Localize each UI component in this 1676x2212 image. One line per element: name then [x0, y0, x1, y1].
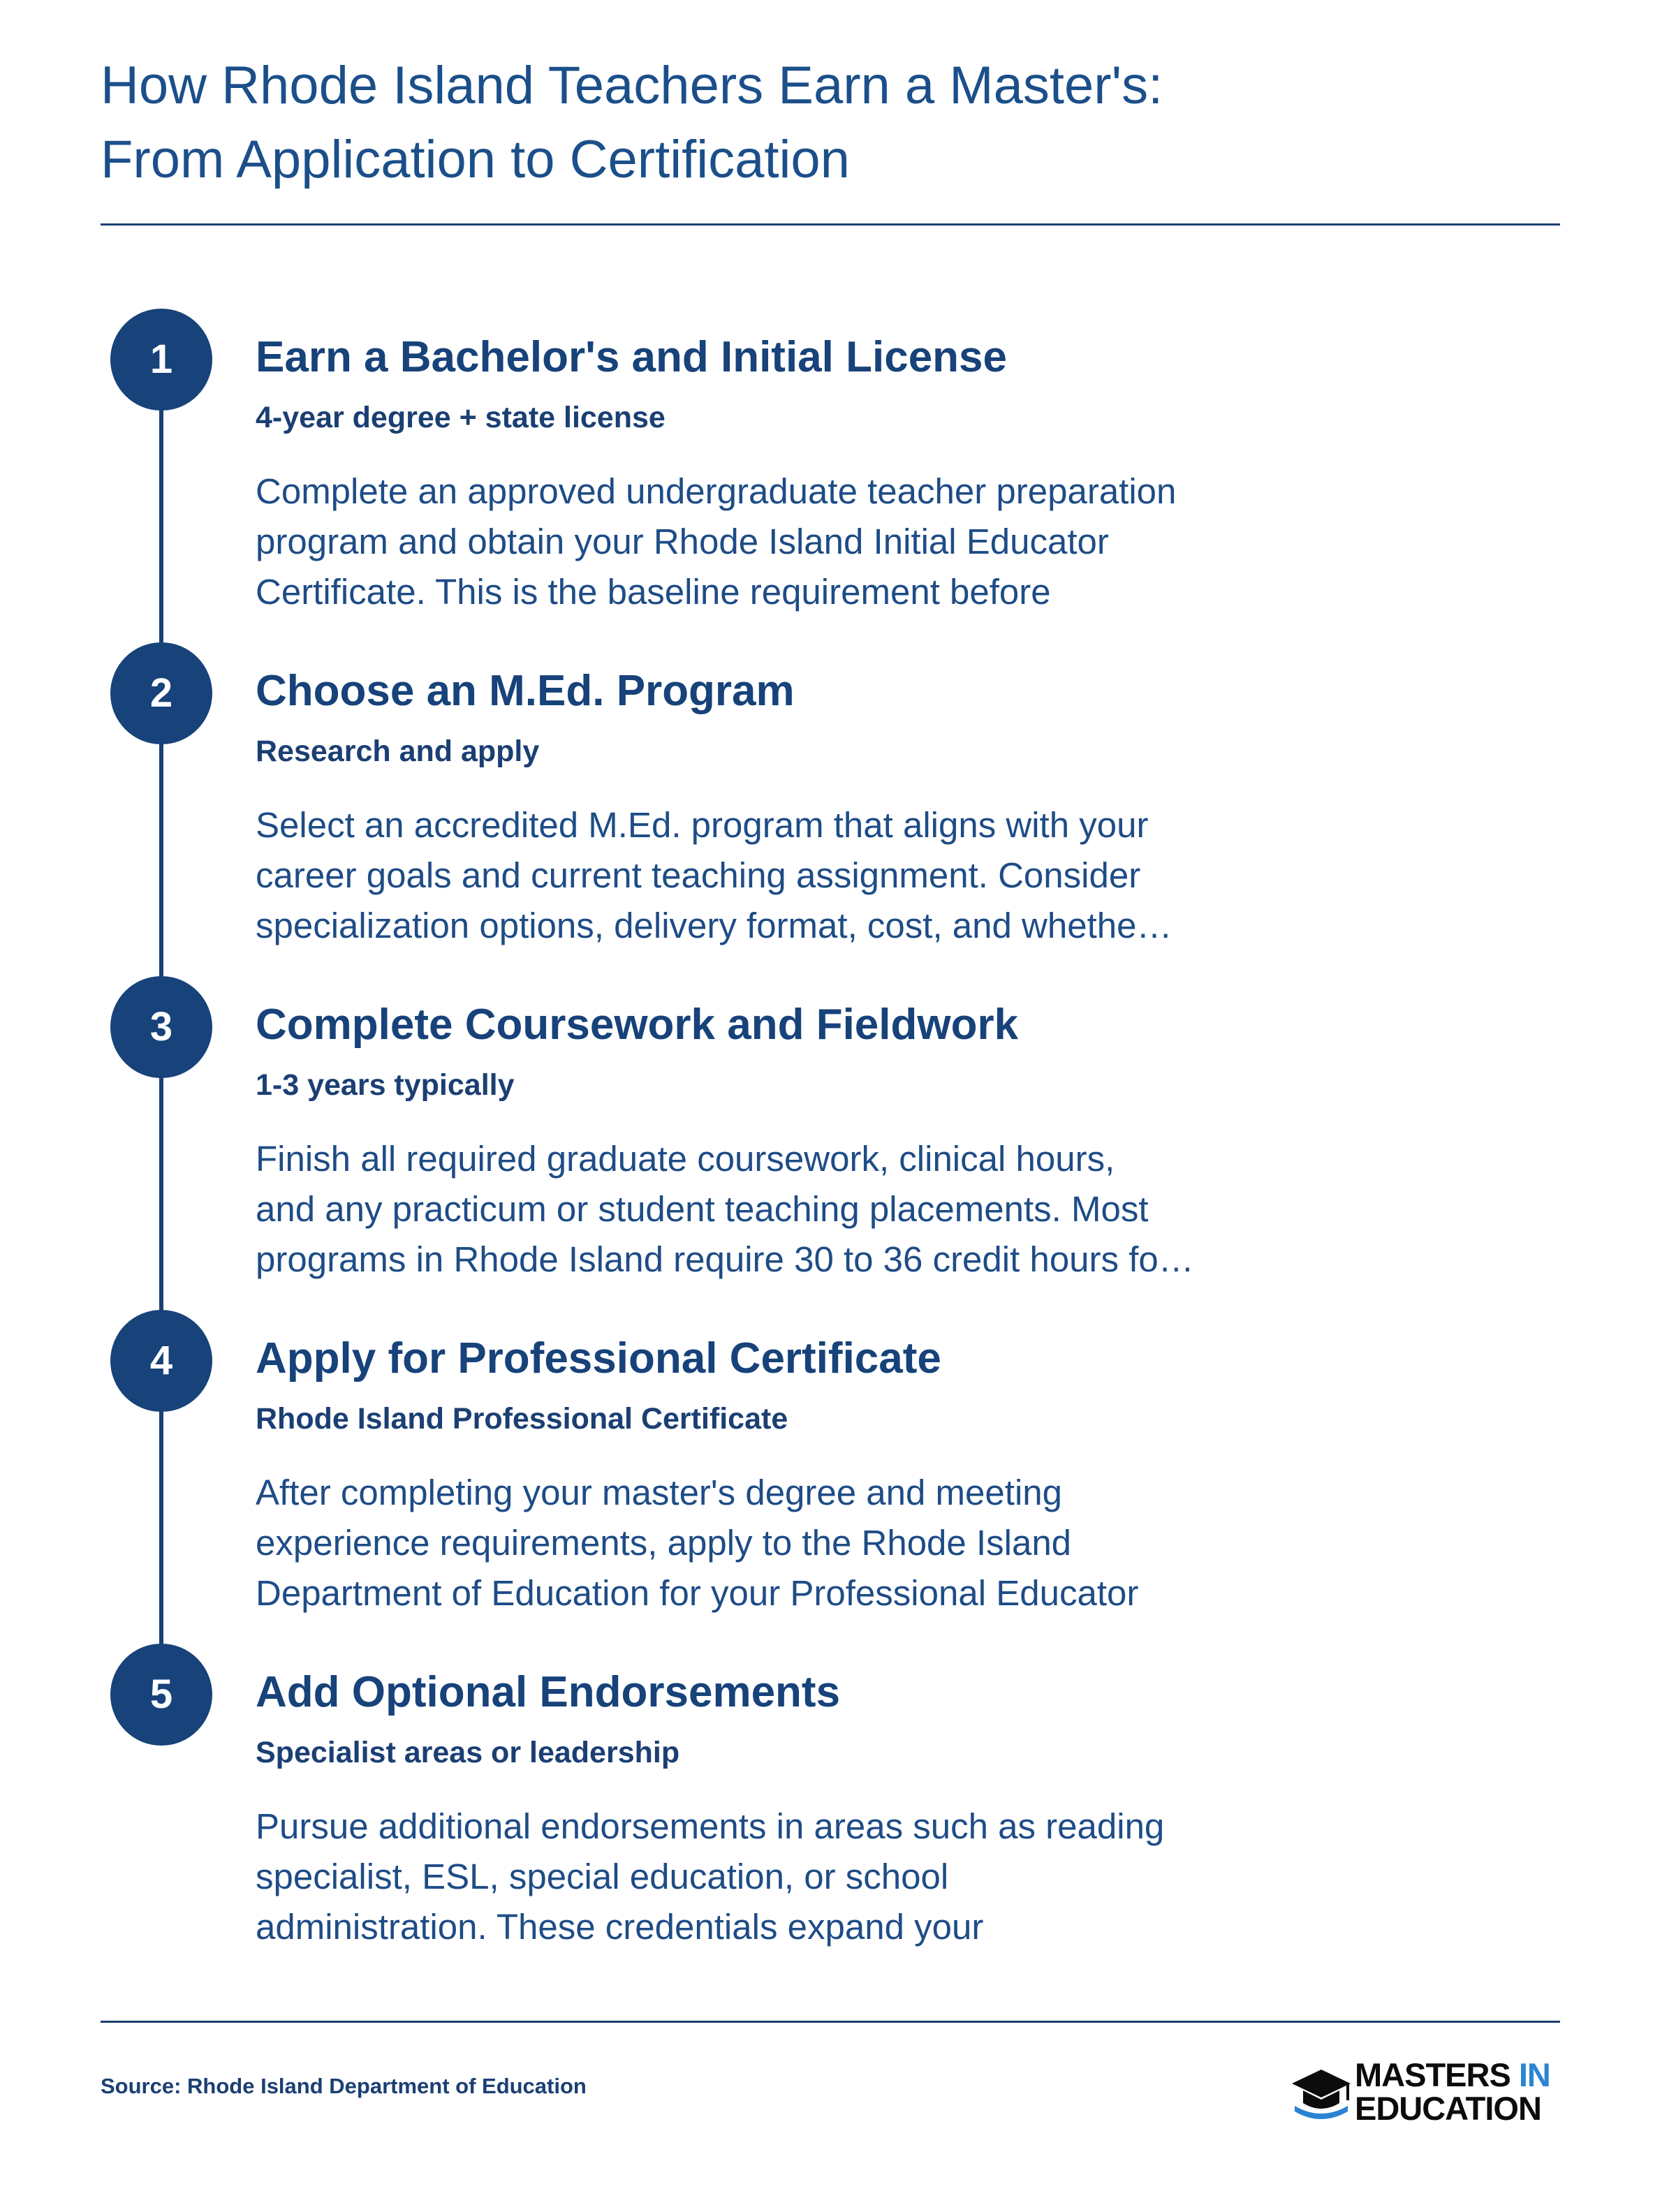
logo-word-education: EDUCATION — [1355, 2090, 1541, 2127]
step-description-line: Select an accredited M.Ed. program that aligns with your — [256, 805, 1149, 845]
step-heading: Add Optional Endorsements — [256, 1668, 841, 1716]
step-description-line: specialist, ESL, special education, or school — [256, 1857, 949, 1896]
title-line-1: How Rhode Island Teachers Earn a Master's: — [101, 56, 1163, 115]
step-description-line: and any practicum or student teaching placements. Most — [256, 1189, 1149, 1229]
masters-in-education-logo — [1291, 2058, 1563, 2128]
step-description-line: Certificate. This is the baseline requirement before — [256, 572, 1051, 612]
step-number-badge: 5 — [110, 1644, 212, 1746]
page-title — [101, 49, 1497, 197]
step-subheading: Research and apply — [256, 735, 540, 768]
step-heading: Choose an M.Ed. Program — [256, 667, 795, 715]
step-description-line: Finish all required graduate coursework, clinical hours, — [256, 1139, 1115, 1179]
step-number-badge: 3 — [110, 976, 212, 1078]
top-divider — [101, 223, 1560, 226]
step-description — [256, 1134, 1310, 1285]
step-description — [256, 466, 1310, 617]
step-subheading: Specialist areas or leadership — [256, 1736, 680, 1769]
graduation-cap-icon — [1291, 2065, 1352, 2121]
logo-wordmark-row-1 — [1355, 2058, 1550, 2092]
step-description-line: administration. These credentials expand your — [256, 1907, 984, 1947]
step-description-line: experience requirements, apply to the Rhode Island — [256, 1523, 1072, 1563]
step-heading: Complete Coursework and Fieldwork — [256, 1001, 1019, 1049]
step-number-badge: 4 — [110, 1310, 212, 1412]
step-subheading: 4-year degree + state license — [256, 401, 666, 434]
step-description-line: Complete an approved undergraduate teacher preparation — [256, 471, 1177, 511]
step-subheading: 1-3 years typically — [256, 1068, 515, 1102]
step-heading: Earn a Bachelor's and Initial License — [256, 333, 1008, 381]
logo-word-in: IN — [1518, 2056, 1550, 2093]
step-description-line: specialization options, delivery format, cost, and whethe… — [256, 906, 1173, 945]
logo-word-masters: MASTERS — [1355, 2056, 1510, 2093]
title-line-2: From Application to Certification — [101, 130, 850, 189]
step-description-line: Department of Education for your Professional Educator — [256, 1573, 1139, 1613]
step-number-badge: 1 — [110, 309, 212, 411]
step-heading: Apply for Professional Certificate — [256, 1334, 941, 1382]
step-description-line: program and obtain your Rhode Island Initial Educator — [256, 522, 1109, 561]
step-description-line: Pursue additional endorsements in areas such as reading — [256, 1806, 1165, 1846]
logo-wordmark — [1355, 2058, 1550, 2125]
step-description-line: After completing your master's degree and meeting — [256, 1473, 1062, 1512]
bottom-divider — [101, 2021, 1560, 2023]
step-description-line: programs in Rhode Island require 30 to 36 credit hours fo… — [256, 1239, 1194, 1279]
step-description — [256, 1468, 1310, 1619]
source-note: Source: Rhode Island Department of Education — [101, 2074, 587, 2098]
step-description — [256, 800, 1310, 951]
step-subheading: Rhode Island Professional Certificate — [256, 1402, 788, 1436]
step-number-badge: 2 — [110, 642, 212, 744]
step-description — [256, 1801, 1310, 1952]
step-description-line: career goals and current teaching assignment. Consider — [256, 855, 1141, 895]
